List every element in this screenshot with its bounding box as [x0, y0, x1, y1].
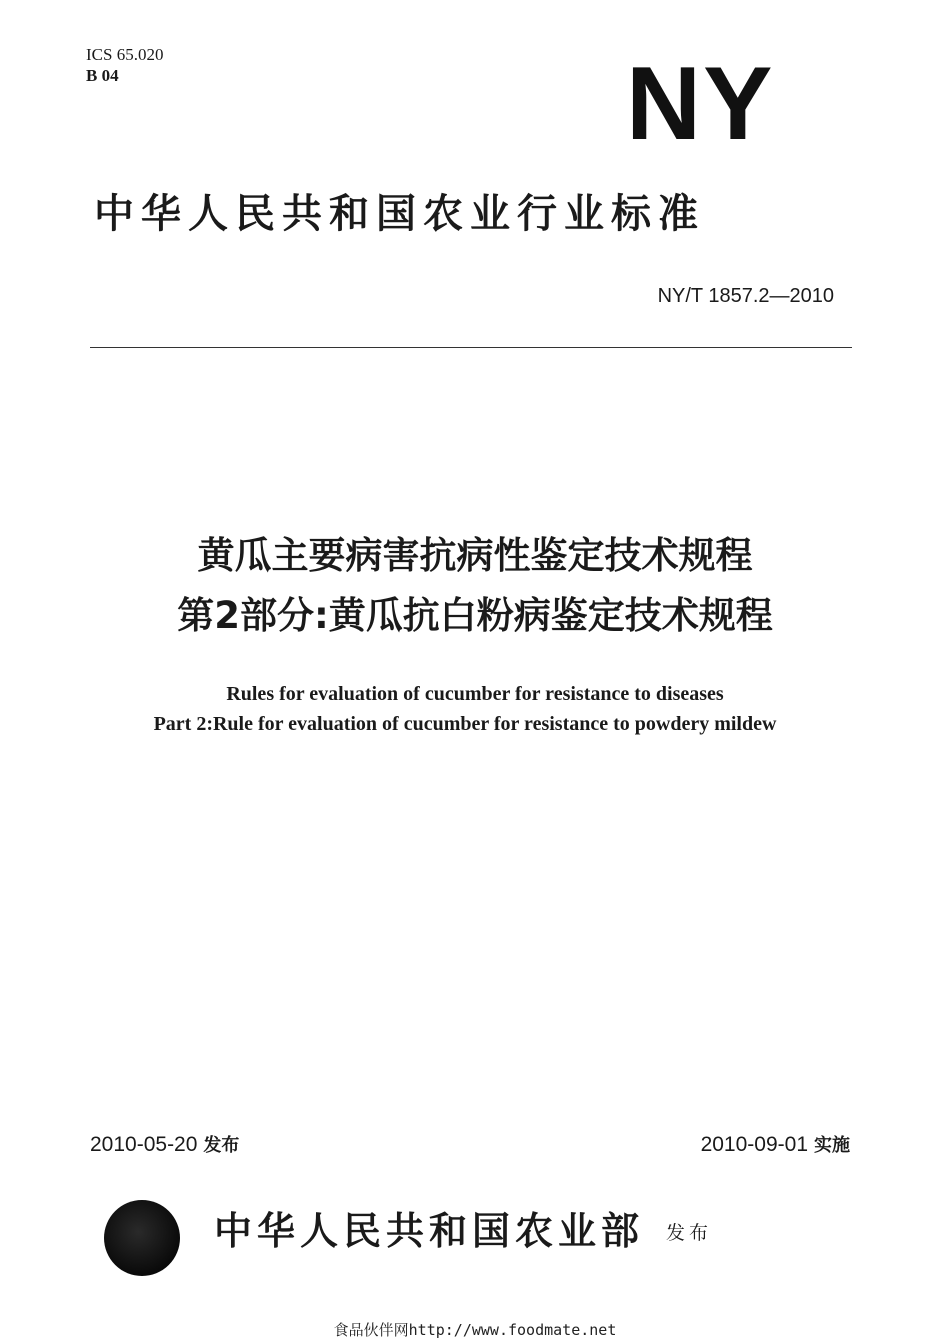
- ny-logo: NY: [626, 46, 775, 162]
- publish-label: 发布: [666, 1222, 713, 1244]
- issue-date-block: [90, 1132, 239, 1159]
- title-cn-line1: 黄瓜主要病害抗病性鉴定技术规程: [197, 534, 753, 577]
- implement-label: 实施: [814, 1135, 850, 1156]
- issue-date: 2010-05-20: [90, 1133, 198, 1156]
- agency-title: 中华人民共和国农业行业标准: [94, 191, 705, 237]
- issue-label: 发布: [203, 1135, 240, 1156]
- watermark: 食品伙伴网http://www.foodmate.net: [333, 1321, 617, 1339]
- title-en-line2: Part 2:Rule for evaluation of cucumber for resistance to powdery mildew: [153, 713, 777, 735]
- issuing-ministry: 中华人民共和国农业部: [214, 1208, 645, 1253]
- title-cn-line2: 第2部分:黄瓜抗白粉病鉴定技术规程: [177, 594, 773, 637]
- classification-codes: [86, 44, 163, 86]
- implement-date-block: [701, 1132, 850, 1159]
- ccs-code: B 04: [86, 66, 119, 85]
- ministry-seal-icon: [104, 1200, 180, 1276]
- ics-code: ICS 65.020: [86, 45, 164, 64]
- header-divider: [90, 347, 852, 348]
- implement-date: 2010-09-01: [700, 1133, 808, 1156]
- title-en-line1: Rules for evaluation of cucumber for resistance to diseases: [226, 683, 724, 705]
- standard-number: NY/T 1857.2—2010: [657, 285, 834, 307]
